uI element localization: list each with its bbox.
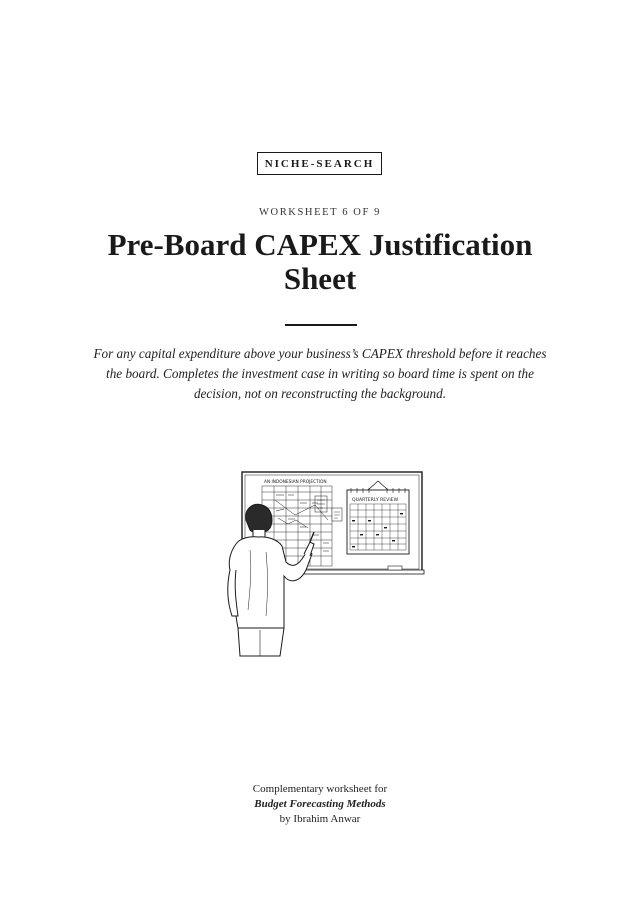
author: by Ibrahim Anwar xyxy=(279,813,361,825)
title-line-2: Sheet xyxy=(283,261,357,296)
credit-block xyxy=(0,782,640,827)
credit-intro: Complementary worksheet for xyxy=(252,783,388,795)
brand-badge xyxy=(257,152,382,175)
title-divider xyxy=(285,324,357,326)
description: For any capital expenditure above your business’s CAPEX threshold before it reaches the board. Completes the investment case in writing so board time is spent on the decision, not on reconstructing the background. xyxy=(93,346,547,401)
book-title: Budget Forecasting Methods xyxy=(254,798,386,810)
brand-label: NICHE-SEARCH xyxy=(264,157,375,170)
whiteboard-illustration xyxy=(220,470,425,660)
page-title xyxy=(60,228,580,296)
worksheet-number: WORKSHEET 6 OF 9 xyxy=(259,207,381,218)
title-line-1: Pre-Board CAPEX Justification xyxy=(107,227,533,262)
left-board-label: AN INDONESIAN PROJECTION xyxy=(264,480,327,485)
right-board-label: QUARTERLY REVIEW xyxy=(352,498,399,503)
